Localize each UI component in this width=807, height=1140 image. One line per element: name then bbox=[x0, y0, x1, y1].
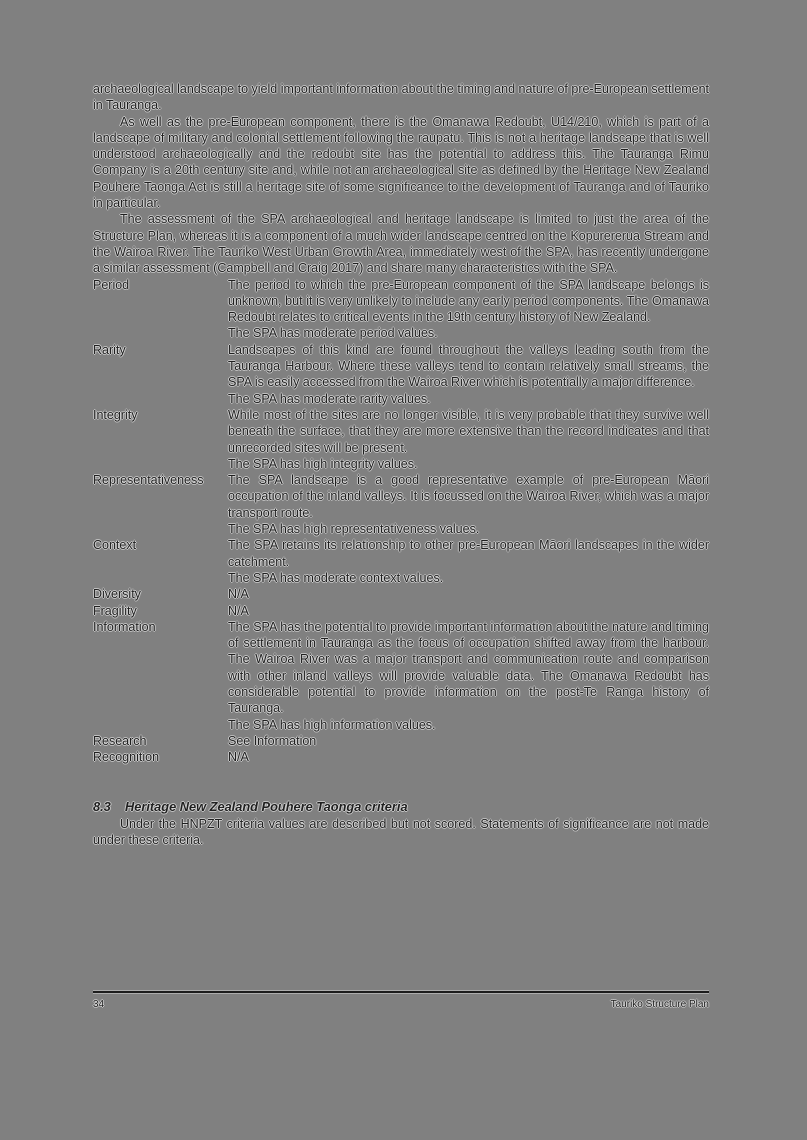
paragraph-continuation: archaeological landscape to yield important information about the timing and nature of pre-European settlement in Tauranga. bbox=[93, 82, 709, 113]
paragraph-omanawa-redoubt: As well as the pre-European component, there is the Omanawa Redoubt, U14/210, which is part of a landscape of military and colonial settlement following the raupatu. This is not a heritage landscape that is well understood archaeologically and the redoubt site has the potential to address this. The Tauranga Rimu Company is a 20th century site and, while not an archaeological site as defined by the Heritage New Zealand Pouhere Taonga Act is still a heritage site of some significance to the development of Tauranga and of Tauriko in particular. bbox=[93, 114, 709, 211]
criteria-content bbox=[228, 586, 709, 602]
page-footer bbox=[93, 991, 709, 1011]
criteria-label: Research bbox=[93, 733, 147, 748]
criteria-row-integrity bbox=[93, 407, 709, 472]
criteria-description: N/A bbox=[228, 603, 249, 618]
criteria-row-information bbox=[93, 619, 709, 733]
criteria-label: Period bbox=[93, 277, 130, 292]
criteria-label: Integrity bbox=[93, 407, 138, 422]
criteria-description: The period to which the pre-European component of the SPA landscape belongs is unknown, but it is very unlikely to include any early period components. The Omanawa Redoubt relates to critical events in the 19th century history of New Zealand. bbox=[228, 277, 709, 325]
page-body-text bbox=[93, 81, 709, 848]
criteria-row-period bbox=[93, 277, 709, 342]
criteria-value-statement: The SPA has moderate context values. bbox=[228, 570, 444, 585]
criteria-description: See Information bbox=[228, 733, 317, 748]
criteria-row-research bbox=[93, 733, 709, 749]
criteria-description: While most of the sites are no longer visible, it is very probable that they survive well beneath the surface, that they are more extensive than the record indicates and that unrecorded sites will be present. bbox=[228, 407, 709, 455]
criteria-list bbox=[93, 277, 709, 766]
criteria-content bbox=[228, 407, 709, 472]
criteria-description: Landscapes of this kind are found throughout the valleys leading south from the Tauranga Harbour. Where these valleys tend to contain relatively small streams, the SPA is easily accessed from the Wairoa River which is potentially a major difference. bbox=[228, 342, 709, 390]
criteria-value-statement: The SPA has moderate rarity values. bbox=[228, 391, 431, 406]
criteria-content bbox=[228, 619, 709, 733]
criteria-row-representativeness bbox=[93, 472, 709, 537]
criteria-content bbox=[228, 749, 709, 765]
criteria-content bbox=[228, 472, 709, 537]
criteria-description: The SPA retains its relationship to other pre-European Māori landscapes in the wider catchment. bbox=[228, 538, 709, 569]
criteria-description: N/A bbox=[228, 750, 249, 765]
criteria-description: The SPA has the potential to provide important information about the nature and timing of settlement in Tauranga as the focus of occupation shifted away from the harbour. The Wairoa River was a major transport and communication route and comparison with other inland valleys will provide valuable data. The Omanawa Redoubt has considerable potential to provide information on the post-Te Ranga history of Tauranga. bbox=[228, 619, 709, 716]
criteria-label: Representativeness bbox=[93, 473, 204, 488]
criteria-value-statement: The SPA has moderate period values. bbox=[228, 326, 438, 341]
paragraph-hnpzt-criteria: Under the HNPZT criteria values are described but not scored. Statements of significance are not made under these criteria. bbox=[93, 816, 709, 848]
criteria-content bbox=[228, 733, 709, 749]
criteria-value-statement: The SPA has high integrity values. bbox=[228, 456, 418, 471]
section-number: 8.3 bbox=[93, 799, 111, 815]
criteria-label: Information bbox=[93, 619, 156, 634]
section-heading bbox=[93, 799, 709, 815]
criteria-row-rarity bbox=[93, 342, 709, 407]
criteria-label: Rarity bbox=[93, 342, 126, 357]
criteria-content bbox=[228, 342, 709, 407]
footer-document-title: Tauriko Structure Plan bbox=[610, 999, 709, 1010]
criteria-content bbox=[228, 277, 709, 342]
footer-rule bbox=[93, 991, 709, 993]
criteria-description: The SPA landscape is a good representative example of pre-European Māori occupation of the inland valleys. It is focussed on the Wairoa River, which was a major transport route. bbox=[228, 473, 709, 520]
criteria-value-statement: The SPA has high representativeness values. bbox=[228, 522, 480, 537]
criteria-content bbox=[228, 603, 709, 619]
paragraph-assessment-scope: The assessment of the SPA archaeological and heritage landscape is limited to just the area of the Structure Plan, whereas it is a component of a much wider landscape centred on the Kopurererua Stream and the Wairoa River. The Tauriko West Urban Growth Area, immediately west of the SPA, has recently undergone a similar assessment (Campbell and Craig 2017) and share many characteristics with the SPA. bbox=[93, 212, 709, 276]
page-number: 34 bbox=[93, 999, 105, 1010]
criteria-row-diversity bbox=[93, 586, 709, 602]
criteria-content bbox=[228, 537, 709, 586]
criteria-value-statement: The SPA has high information values. bbox=[228, 717, 436, 732]
criteria-label: Diversity bbox=[93, 587, 141, 602]
criteria-row-fragility bbox=[93, 603, 709, 619]
criteria-label: Fragility bbox=[93, 603, 137, 618]
criteria-label: Context bbox=[93, 538, 137, 553]
criteria-label: Recognition bbox=[93, 750, 160, 765]
criteria-description: N/A bbox=[228, 587, 249, 602]
criteria-row-recognition bbox=[93, 749, 709, 765]
section-title: Heritage New Zealand Pouhere Taonga criteria bbox=[125, 799, 408, 815]
criteria-row-context bbox=[93, 537, 709, 586]
